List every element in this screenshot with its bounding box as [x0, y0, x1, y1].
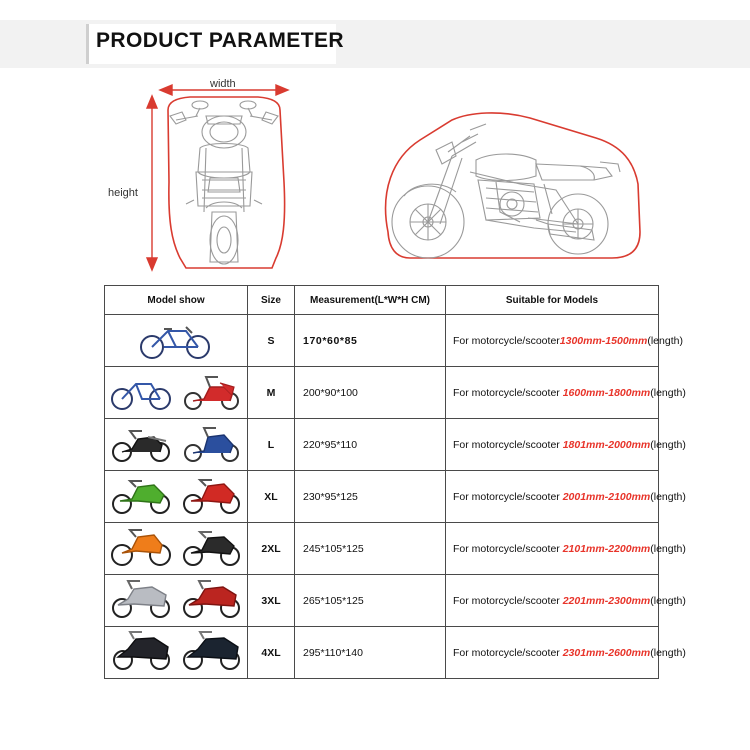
motorcycle-front-view [170, 101, 278, 264]
suitable-prefix: For motorcycle/scooter [453, 386, 563, 399]
suitable-prefix: For motorcycle/scooter [453, 646, 563, 659]
suitable-prefix: For motorcycle/scooter [453, 594, 563, 607]
suitable-suffix: (length) [650, 386, 686, 399]
table-header-row [105, 286, 659, 315]
tourer-silver-image [108, 577, 174, 624]
suitable-prefix: For motorcycle/scooter [453, 542, 563, 555]
table-row [105, 627, 659, 679]
side-cover-outline [386, 113, 640, 258]
measurement-cell: 230*95*125 [295, 471, 446, 523]
measurement-cell: 245*105*125 [295, 523, 446, 575]
suitable-cell [446, 627, 686, 679]
size-cell: 2XL [248, 523, 295, 575]
size-cell: L [248, 419, 295, 471]
suitable-cell [446, 471, 686, 523]
cruiser-black-image [108, 629, 174, 676]
suitable-range: 2201mm-2300mm [562, 594, 651, 607]
bicycle-blue-image [108, 369, 174, 416]
header-model-show: Model show [105, 286, 248, 315]
suitable-prefix: For motorcycle/scooter [453, 438, 563, 451]
table-row [105, 315, 659, 367]
suitable-suffix: (length) [650, 594, 686, 607]
measurement-cell: 295*110*140 [295, 627, 446, 679]
tourer-red-image [180, 577, 244, 624]
scooter-blue-image [180, 421, 244, 468]
header-size: Size [248, 286, 295, 315]
size-cell: 3XL [248, 575, 295, 627]
suitable-cell [446, 575, 686, 627]
size-cell: XL [248, 471, 295, 523]
suitable-prefix: For motorcycle/scooter [453, 490, 563, 503]
page-title: PRODUCT PARAMETER [96, 29, 344, 52]
size-cell: M [248, 367, 295, 419]
suitable-suffix: (length) [647, 334, 683, 347]
suitable-range: 2001mm-2100mm [562, 490, 651, 503]
suitable-prefix: For motorcycle/scooter [453, 334, 560, 347]
measurement-cell: 170*60*85 [295, 315, 446, 367]
size-cell: S [248, 315, 295, 367]
width-label: width [210, 78, 236, 90]
illustration-svg [0, 72, 750, 277]
sportbike-red-image [180, 473, 244, 520]
model-show-cell [105, 575, 248, 627]
header-measurement: Measurement(L*W*H CM) [295, 286, 446, 315]
scooter-red-image [180, 369, 244, 416]
table-head [105, 286, 659, 315]
table-row [105, 575, 659, 627]
table-row [105, 367, 659, 419]
model-show-cell [105, 627, 248, 679]
naked-black-image [180, 525, 244, 572]
cruiser-dark-image [180, 629, 244, 676]
enduro-orange-image [108, 525, 174, 572]
height-arrow [147, 96, 157, 270]
sportbike-green-image [108, 473, 174, 520]
suitable-range: 2301mm-2600mm [562, 646, 651, 659]
underbone-black-image [108, 421, 174, 468]
measurement-cell: 220*95*110 [295, 419, 446, 471]
suitable-range: 1600mm-1800mm [562, 386, 651, 399]
spec-table [104, 285, 686, 679]
table-body [105, 315, 686, 679]
model-show-cell [105, 471, 248, 523]
table-row [105, 523, 659, 575]
model-show-cell [105, 523, 248, 575]
motorcycle-side-view [392, 124, 620, 258]
suitable-suffix: (length) [650, 438, 686, 451]
model-show-cell [105, 419, 248, 471]
table-row [105, 419, 659, 471]
measurement-cell: 265*105*125 [295, 575, 446, 627]
suitable-suffix: (length) [650, 490, 686, 503]
suitable-cell [446, 523, 686, 575]
model-show-cell [105, 367, 248, 419]
measurement-cell: 200*90*100 [295, 367, 446, 419]
suitable-cell [446, 419, 686, 471]
header-suitable: Suitable for Models [446, 286, 659, 315]
size-cell: 4XL [248, 627, 295, 679]
suitable-range: 1801mm-2000mm [562, 438, 651, 451]
spec-table-wrap [104, 285, 686, 679]
model-show-cell [105, 315, 248, 367]
illustration-area [0, 72, 750, 277]
bicycle-blue-image [134, 317, 218, 364]
height-label: height [108, 187, 138, 199]
table-row [105, 471, 659, 523]
suitable-suffix: (length) [650, 542, 686, 555]
suitable-range: 1300mm-1500mm [559, 334, 648, 347]
suitable-cell [446, 315, 683, 367]
suitable-range: 2101mm-2200mm [562, 542, 651, 555]
suitable-cell [446, 367, 686, 419]
suitable-suffix: (length) [650, 646, 686, 659]
